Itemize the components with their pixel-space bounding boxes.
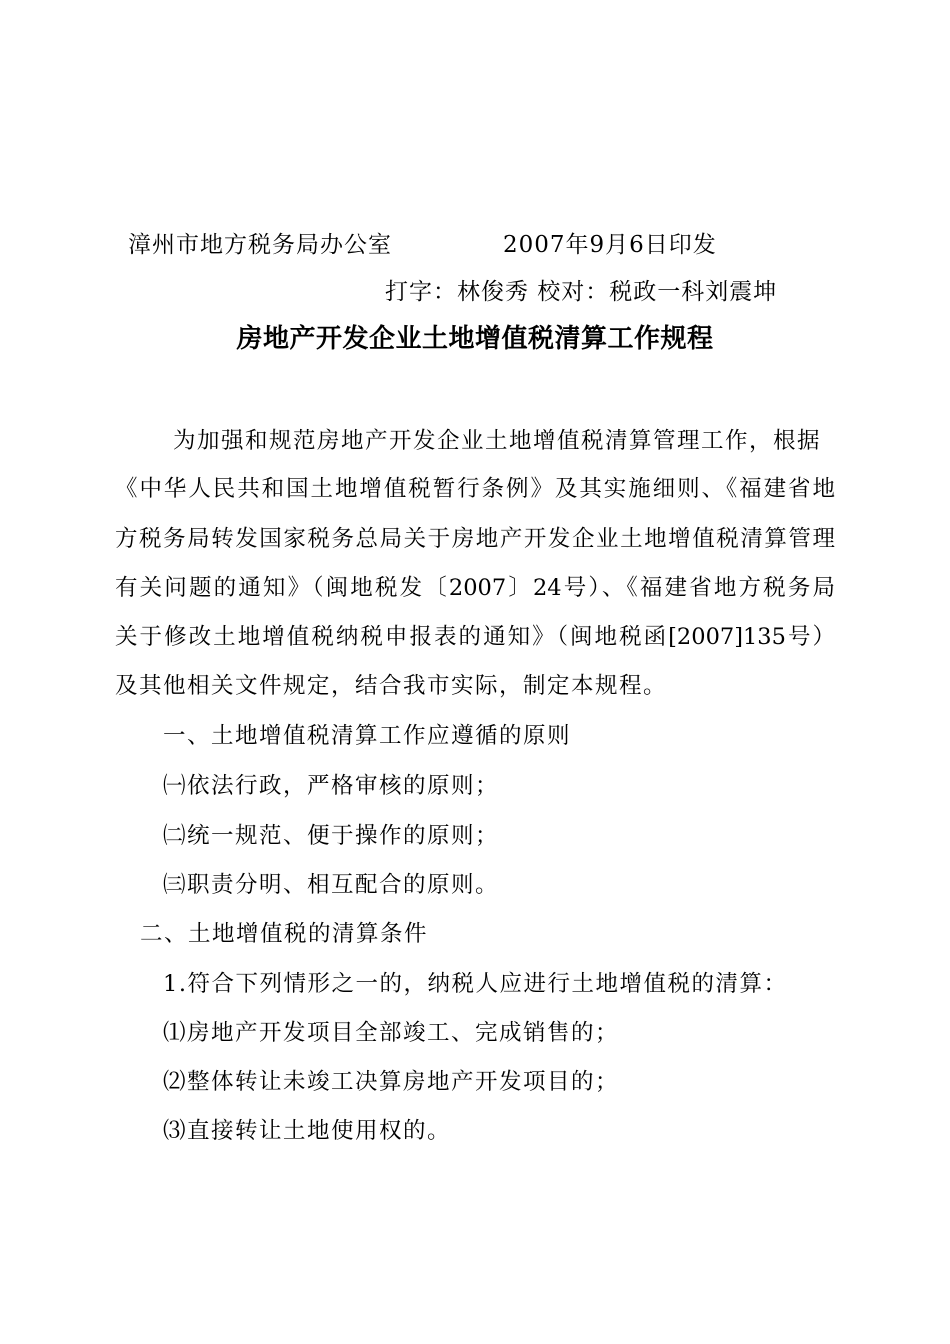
intro-line: 方税务局转发国家税务总局关于房地产开发企业土地增值税清算管理 [115,526,835,552]
list-item: ㈠依法行政，严格审核的原则； [163,773,500,799]
section-heading: 二、土地增值税的清算条件 [140,921,429,947]
issue-date-text: 2007年9月6日印发 [503,232,717,258]
intro-line: 及其他相关文件规定，结合我市实际，制定本规程。 [115,673,668,699]
list-item: ⑵整体转让未竣工决算房地产开发项目的； [163,1069,620,1095]
issuer-text: 漳州市地方税务局办公室 [128,232,392,258]
subsection-text: 1.符合下列情形之一的，纳税人应进行土地增值税的清算： [163,971,788,997]
list-item: ㈡统一规范、便于操作的原则； [163,823,500,849]
intro-line: 关于修改土地增值税纳税申报表的通知》（闽地税函[2007]135号） [115,624,835,650]
typist-proofreader-text: 打字：林俊秀 校对：税政一科刘震坤 [385,279,778,305]
document-title: 房地产开发企业土地增值税清算工作规程 [236,324,714,354]
list-item: ⑴房地产开发项目全部竣工、完成销售的； [163,1020,620,1046]
list-item: ㈢职责分明、相互配合的原则。 [163,872,500,898]
intro-line: 有关问题的通知》（闽地税发〔2007〕24号）、《福建省地方税务局 [115,575,835,601]
intro-line: 为加强和规范房地产开发企业土地增值税清算管理工作，根据 [173,428,822,454]
intro-line: 《中华人民共和国土地增值税暂行条例》及其实施细则、《福建省地 [115,476,835,502]
list-item: ⑶直接转让土地使用权的。 [163,1118,452,1144]
section-heading: 一、土地增值税清算工作应遵循的原则 [163,723,572,749]
